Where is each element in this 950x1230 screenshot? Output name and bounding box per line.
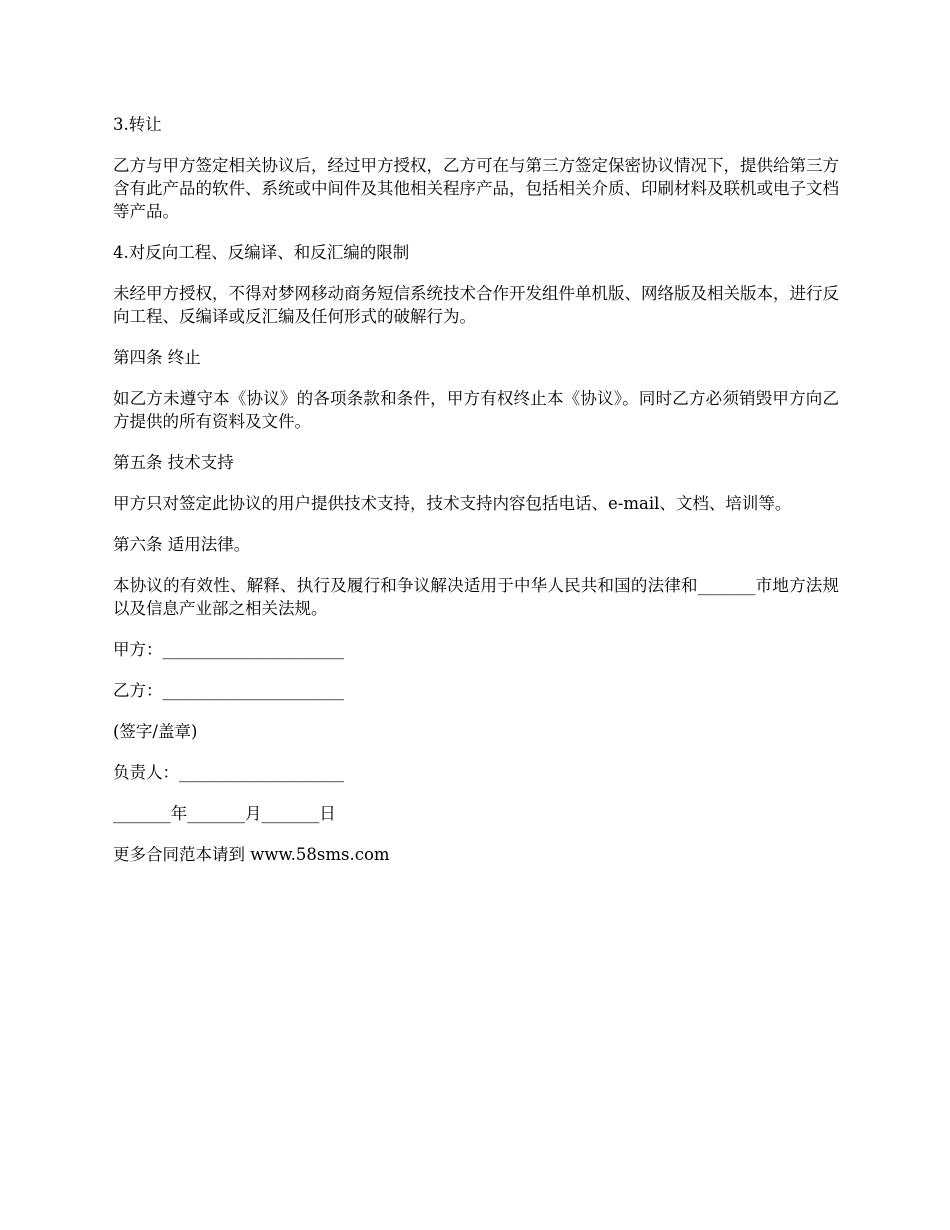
document-body xyxy=(113,113,839,884)
paragraph-transfer: 乙方与甲方签定相关协议后，经过甲方授权，乙方可在与第三方签定保密协议情况下，提供给第三方含有此产品的软件、系统或中间件及其他相关程序产品，包括相关介质、印刷材料及联机或电子文档等产品。 xyxy=(113,156,839,221)
section-heading-transfer: 3.转让 xyxy=(113,115,162,134)
article-heading-applicable-law: 第六条 适用法律。 xyxy=(113,535,251,554)
paragraph-termination: 如乙方未遵守本《协议》的各项条款和条件，甲方有权终止本《协议》。同时乙方必须销毁甲方向乙方提供的所有资料及文件。 xyxy=(113,389,839,431)
article-heading-technical-support: 第五条 技术支持 xyxy=(113,453,234,472)
paragraph-technical-support: 甲方只对签定此协议的用户提供技术支持，技术支持内容包括电话、e-mail、文档、培训等。 xyxy=(113,494,792,513)
paragraph-applicable-law: 本协议的有效性、解释、执行及履行和争议解决适用于中华人民共和国的法律和_______市地方法规以及信息产业部之相关法规。 xyxy=(113,576,839,618)
date-line: _______年_______月_______日 xyxy=(113,804,336,823)
paragraph-reverse-engineering: 未经甲方授权，不得对梦网移动商务短信系统技术合作开发组件单机版、网络版及相关版本，进行反向工程、反编译或反汇编及任何形式的破解行为。 xyxy=(113,284,839,326)
signature-note: (签字/盖章) xyxy=(113,722,198,741)
article-heading-termination: 第四条 终止 xyxy=(113,348,201,367)
section-heading-reverse-engineering: 4.对反向工程、反编译、和反汇编的限制 xyxy=(113,243,410,262)
signature-line-party-b: 乙方：______________________ xyxy=(113,681,344,700)
signature-line-responsible-person: 负责人：____________________ xyxy=(113,763,344,782)
signature-line-party-a: 甲方：______________________ xyxy=(113,640,344,659)
footer-link-text: 更多合同范本请到 www.58sms.com xyxy=(113,845,390,864)
